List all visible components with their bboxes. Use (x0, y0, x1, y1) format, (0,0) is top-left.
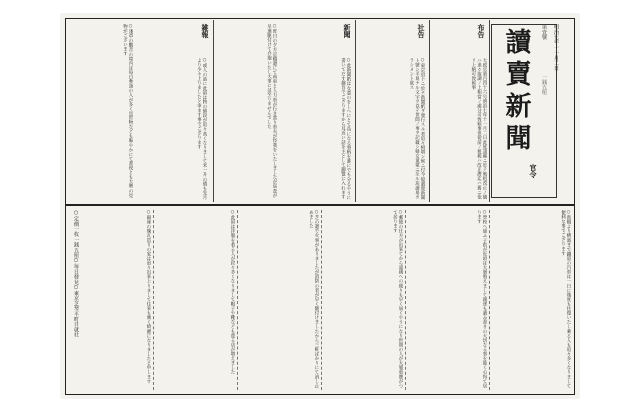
price: 一銭五厘 (541, 74, 547, 95)
divider (355, 20, 356, 202)
section-label-news: 新聞 (343, 24, 352, 38)
column-bottom-6: ○銀座の煉瓦造りの家は追々出來上りまして往來も廣く綺麗になりましたと申します (146, 210, 151, 384)
column-miscellany-b: ○淺草の觀音の境内は毎日參詣の人が多く見世物なども賑やかにて晝夜とも大勢の見物がございます (122, 24, 133, 198)
column-editorial: ○東京府下ニ於テ新聞紙ヲ發行スル者追々相増シ候ニ付今般讀賣新聞ト號シ平易ナル文字ヲ以テ世間ノ事ヲ記載シ婦女童蒙ニ至ル迄讀易カラシメント欲ス (408, 58, 425, 200)
column-bottom-4: ○芝の邊で火事がありましたが消防の者が早く駆付けましたから三軒ばかりにて消し止めました (308, 210, 319, 389)
footer-note: ○定價一枚一銭五厘○毎日發兌○東京芝琴平町日就社 (73, 210, 79, 338)
divider (429, 20, 430, 202)
top-border (65, 18, 575, 19)
section-label-notice: 布告 (477, 24, 486, 38)
column-news-a: ○此新聞紙は女童のをしへにとて爲になる事柄を誰にでも分るやうに書いてだす趣旨でござりますから耳近い話を主として御覽に入れます (340, 58, 351, 200)
column-bottom-3: ○郵便の仕方が出來てから遠國への便りも早く屆くやうになり世間の人が大層重寶がつて居ります (392, 210, 403, 389)
divider (489, 210, 490, 390)
section-label-editorial: 社告 (417, 24, 426, 38)
column-bottom-2: ○學校へ通ふ子供が近頃は大層殖えまして親達も讀み書きの大切なる事を能く心得て居ります (476, 210, 487, 389)
tier-separator (65, 204, 575, 206)
masthead-frame (491, 24, 557, 198)
column-news-b: ○昨日の夕方京橋邊にて荷車と人力車が行き當り車夫が怪我をいたしましたが巡査が早速駆付けて介抱いたし大事には至りませんでした (266, 24, 277, 198)
column-bottom-5: ○此頃は洋服を着る人が段々多くなりまして帽子や靴なども賣る店が増えました (230, 210, 235, 375)
bottom-border (65, 394, 575, 395)
divider (489, 20, 490, 202)
divider (213, 20, 214, 202)
issue-number: 第壹號 (541, 24, 547, 40)
masthead-banner: 官令 (529, 164, 538, 178)
column-notice: 大政官第百四十六号明治七年十一月二日此度諸縣ニ於テ地租改正ノ儀ハ追々取調ノ上相當ノ處分可致候事但從前ノ租税ハ改正濟迄ハ舊ニ依リ上納可致候事 (470, 58, 487, 200)
issue-date: 明治七年十一月二日 (553, 24, 559, 71)
column-miscellany-a: ○或人の話に此頃は物の値段が追々高くなりまして米一升の價も先月より少々上りましたと申ます事でござります (196, 58, 207, 200)
divider (237, 210, 238, 390)
divider (321, 210, 322, 390)
newspaper-page (61, 14, 579, 398)
column-bottom-1: ○新橋より横濱まで鐵道の汽車は一日に幾度も往復いたし乘る人も追々多くなりまして便利な事でござります (560, 210, 571, 389)
right-border (574, 18, 575, 394)
left-border (65, 18, 66, 394)
section-label-miscellany: 雑報 (201, 24, 210, 38)
divider (153, 210, 154, 390)
divider (405, 210, 406, 390)
masthead-title: 讀賣新聞 (501, 28, 531, 156)
